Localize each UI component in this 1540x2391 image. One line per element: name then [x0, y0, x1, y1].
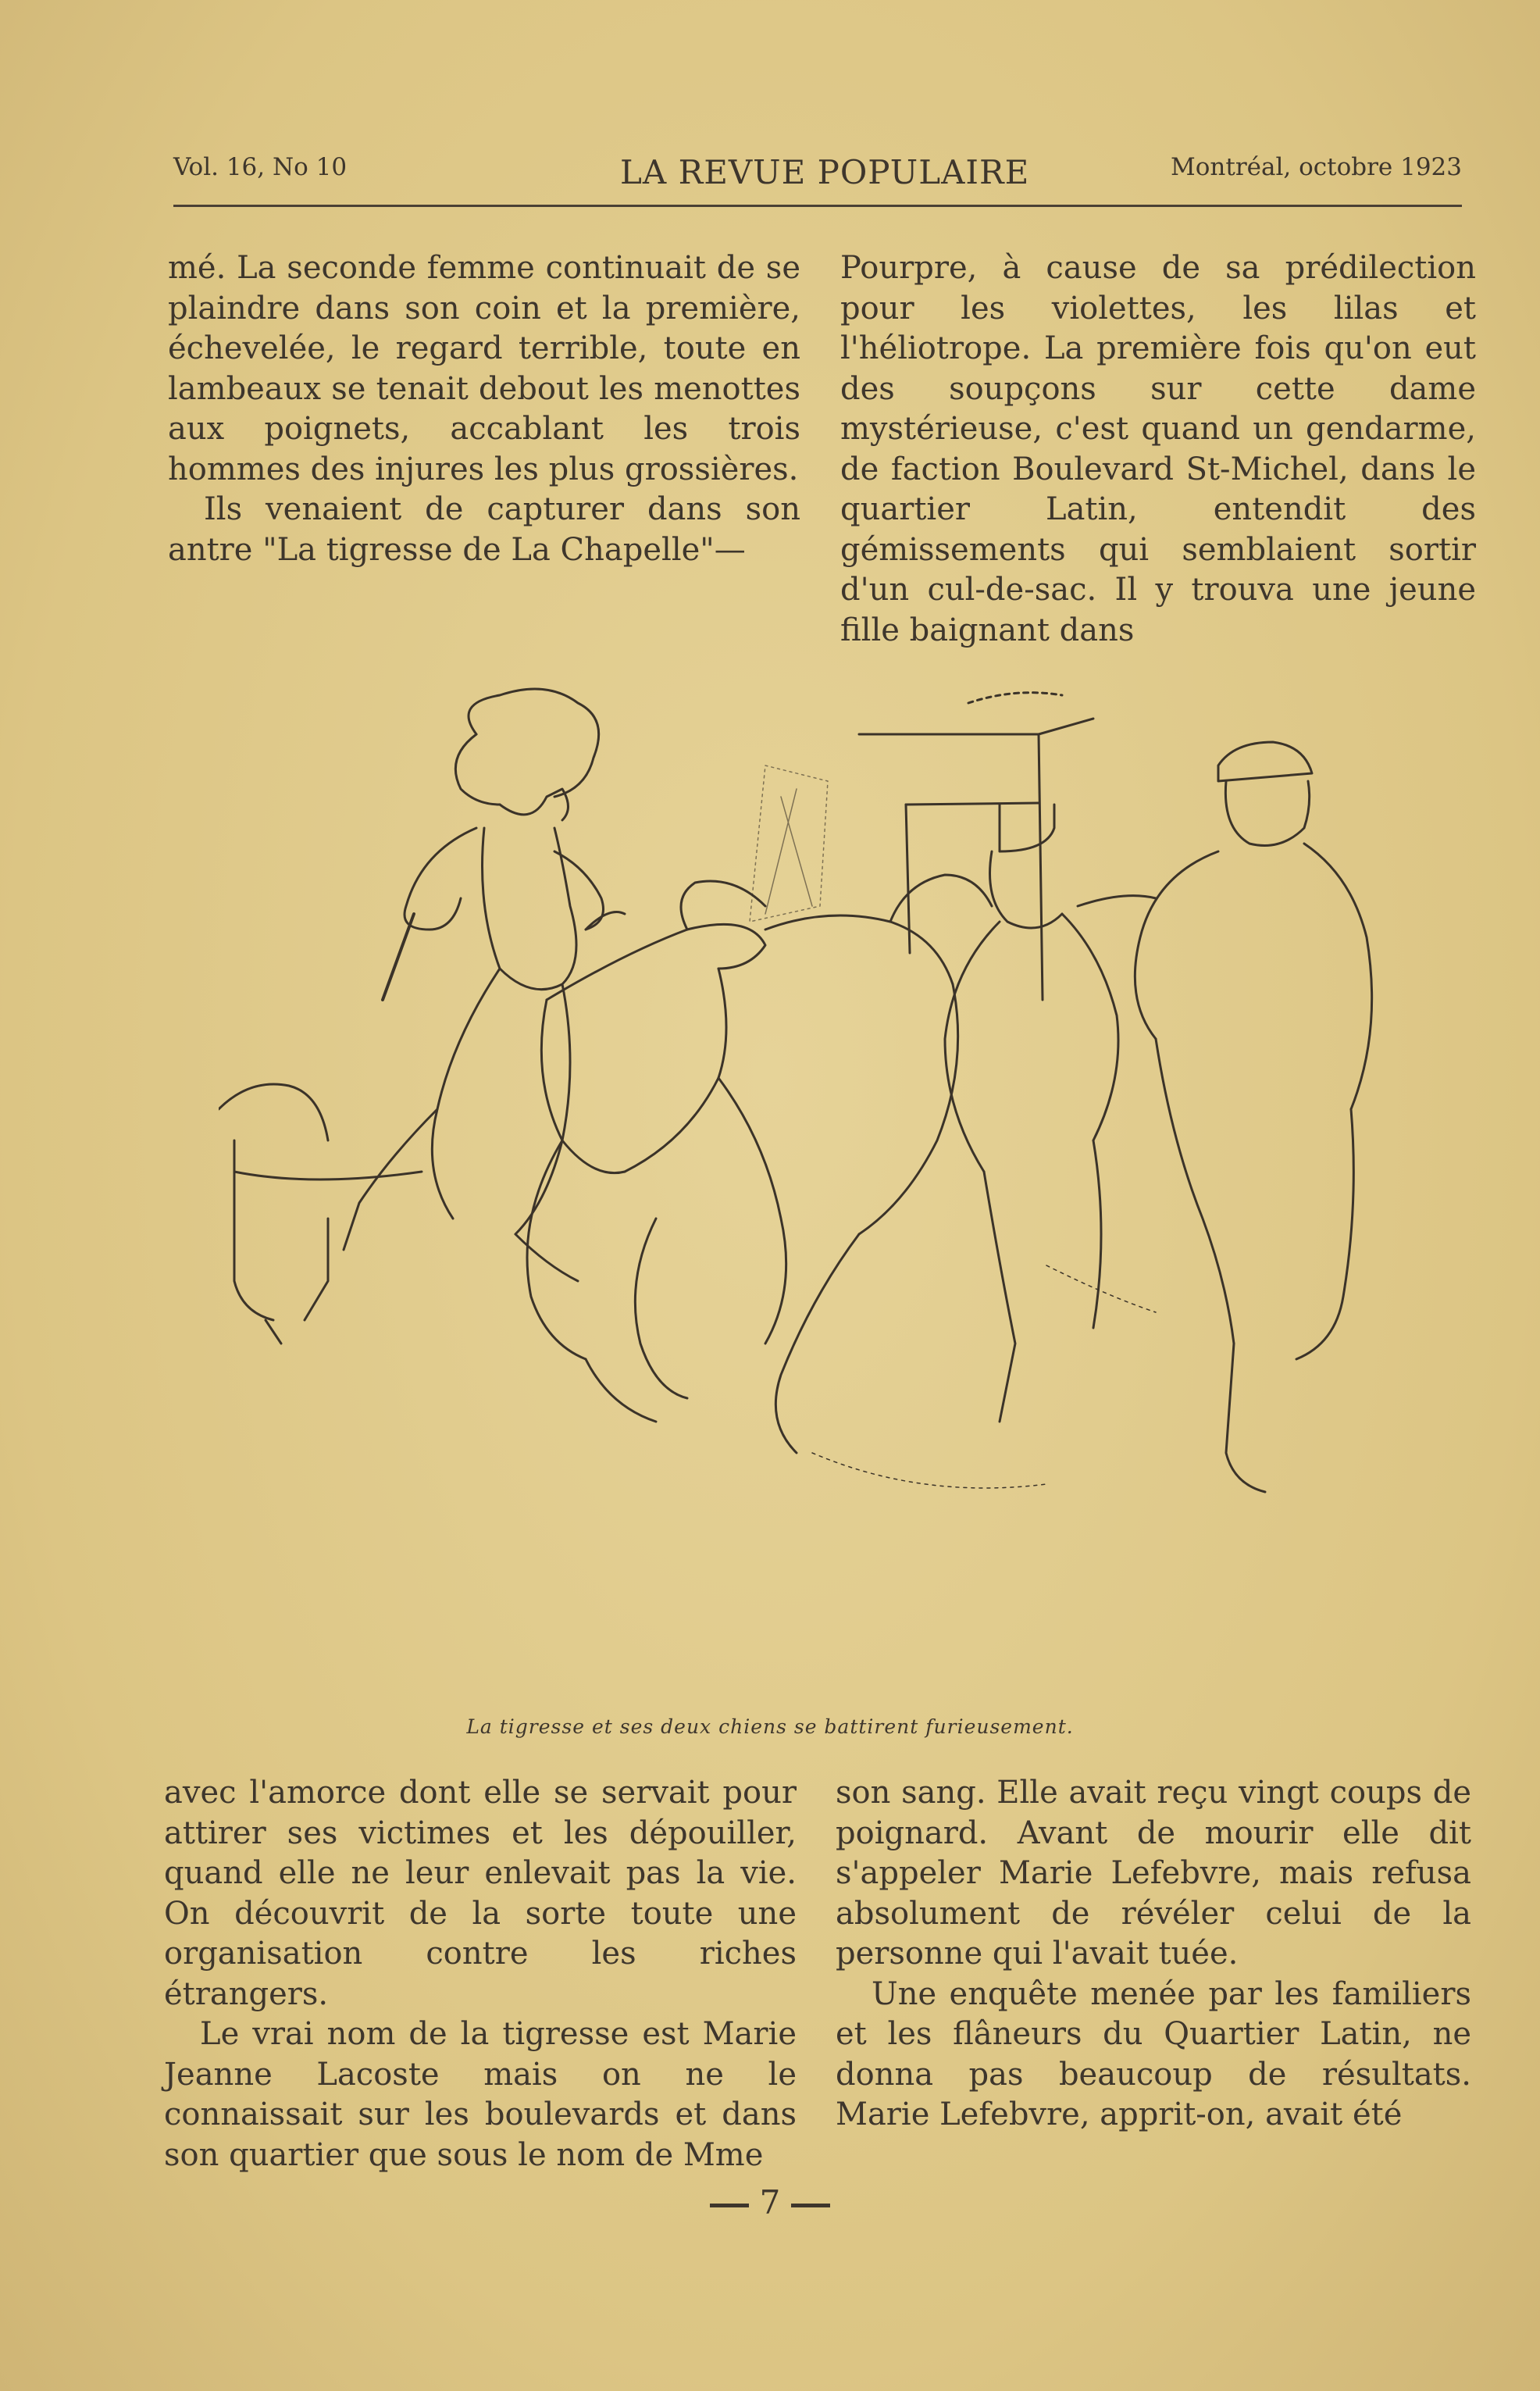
- paragraph: avec l'amorce dont elle se servait pour attirer ses victimes et les dépouiller, quand elle ne leur enlevait pas la vie. On découvrit de la sorte toute une organisation contre les riches étrangers.: [164, 1775, 797, 2012]
- paragraph: Le vrai nom de la tigresse est Marie Jeanne Lacoste mais on ne le connaissait sur les boulevards et dans son quartier que sous le nom de Mme: [164, 2016, 797, 2173]
- engraving-illustration: [219, 672, 1406, 1687]
- column-top-left: [168, 248, 800, 570]
- folio-dash-right: [791, 2204, 830, 2207]
- paragraph: Une enquête menée par les familiers et les flâneurs du Quartier Latin, ne donna pas beaucoup de résultats. Marie Lefebvre, apprit-on, avait été: [836, 1975, 1471, 2132]
- bench: [219, 1084, 422, 1344]
- volume-number: Vol. 16, No 10: [173, 153, 348, 181]
- dogs: [527, 875, 992, 1453]
- running-header: [173, 153, 1462, 200]
- illustration-caption: La tigresse et ses deux chiens se battirent furieusement.: [466, 1715, 1074, 1738]
- woman-figure: [344, 689, 625, 1281]
- page-number-value: 7: [759, 2183, 781, 2221]
- magazine-title: LA REVUE POPULAIRE: [620, 153, 1030, 191]
- background-shading: [750, 765, 828, 922]
- paragraph: Pourpre, à cause de sa prédilection pour les violettes, les lilas et l'héliotrope. La première fois qu'on eut des soupçons sur cette dame mystérieuse, c'est quand un gendarme, de faction Boulevard St-Michel, dans le quartier Latin, entendit des gémissements qui semblaient sortir d'un cul-de-sac. Il y trouva une jeune fille baignant dans: [840, 250, 1476, 648]
- paragraph: mé. La seconde femme continuait de se plaindre dans son coin et la première, échevelée, le regard terrible, toute en lambeaux se tenait debout les menottes aux poignets, accablant les trois hommes des injures les plus grossières.: [168, 250, 800, 487]
- header-rule: [173, 205, 1462, 207]
- column-top-right: [840, 248, 1476, 651]
- folio-dash-left: [710, 2204, 749, 2207]
- paragraph: Ils venaient de capturer dans son antre "La tigresse de La Chapelle"—: [168, 491, 800, 568]
- doorway: [859, 693, 1093, 1000]
- gendarme-figures: [945, 742, 1372, 1492]
- issue-date: Montréal, octobre 1923: [1171, 153, 1462, 181]
- page-number: [0, 2183, 1540, 2221]
- paragraph: son sang. Elle avait reçu vingt coups de poignard. Avant de mourir elle dit s'appeler Marie Lefebvre, mais refusa absolument de révéler celui de la personne qui l'avait tuée.: [836, 1775, 1471, 1972]
- column-bottom-left: [164, 1773, 797, 2175]
- ground-lines: [812, 1265, 1156, 1488]
- column-bottom-right: [836, 1773, 1471, 2136]
